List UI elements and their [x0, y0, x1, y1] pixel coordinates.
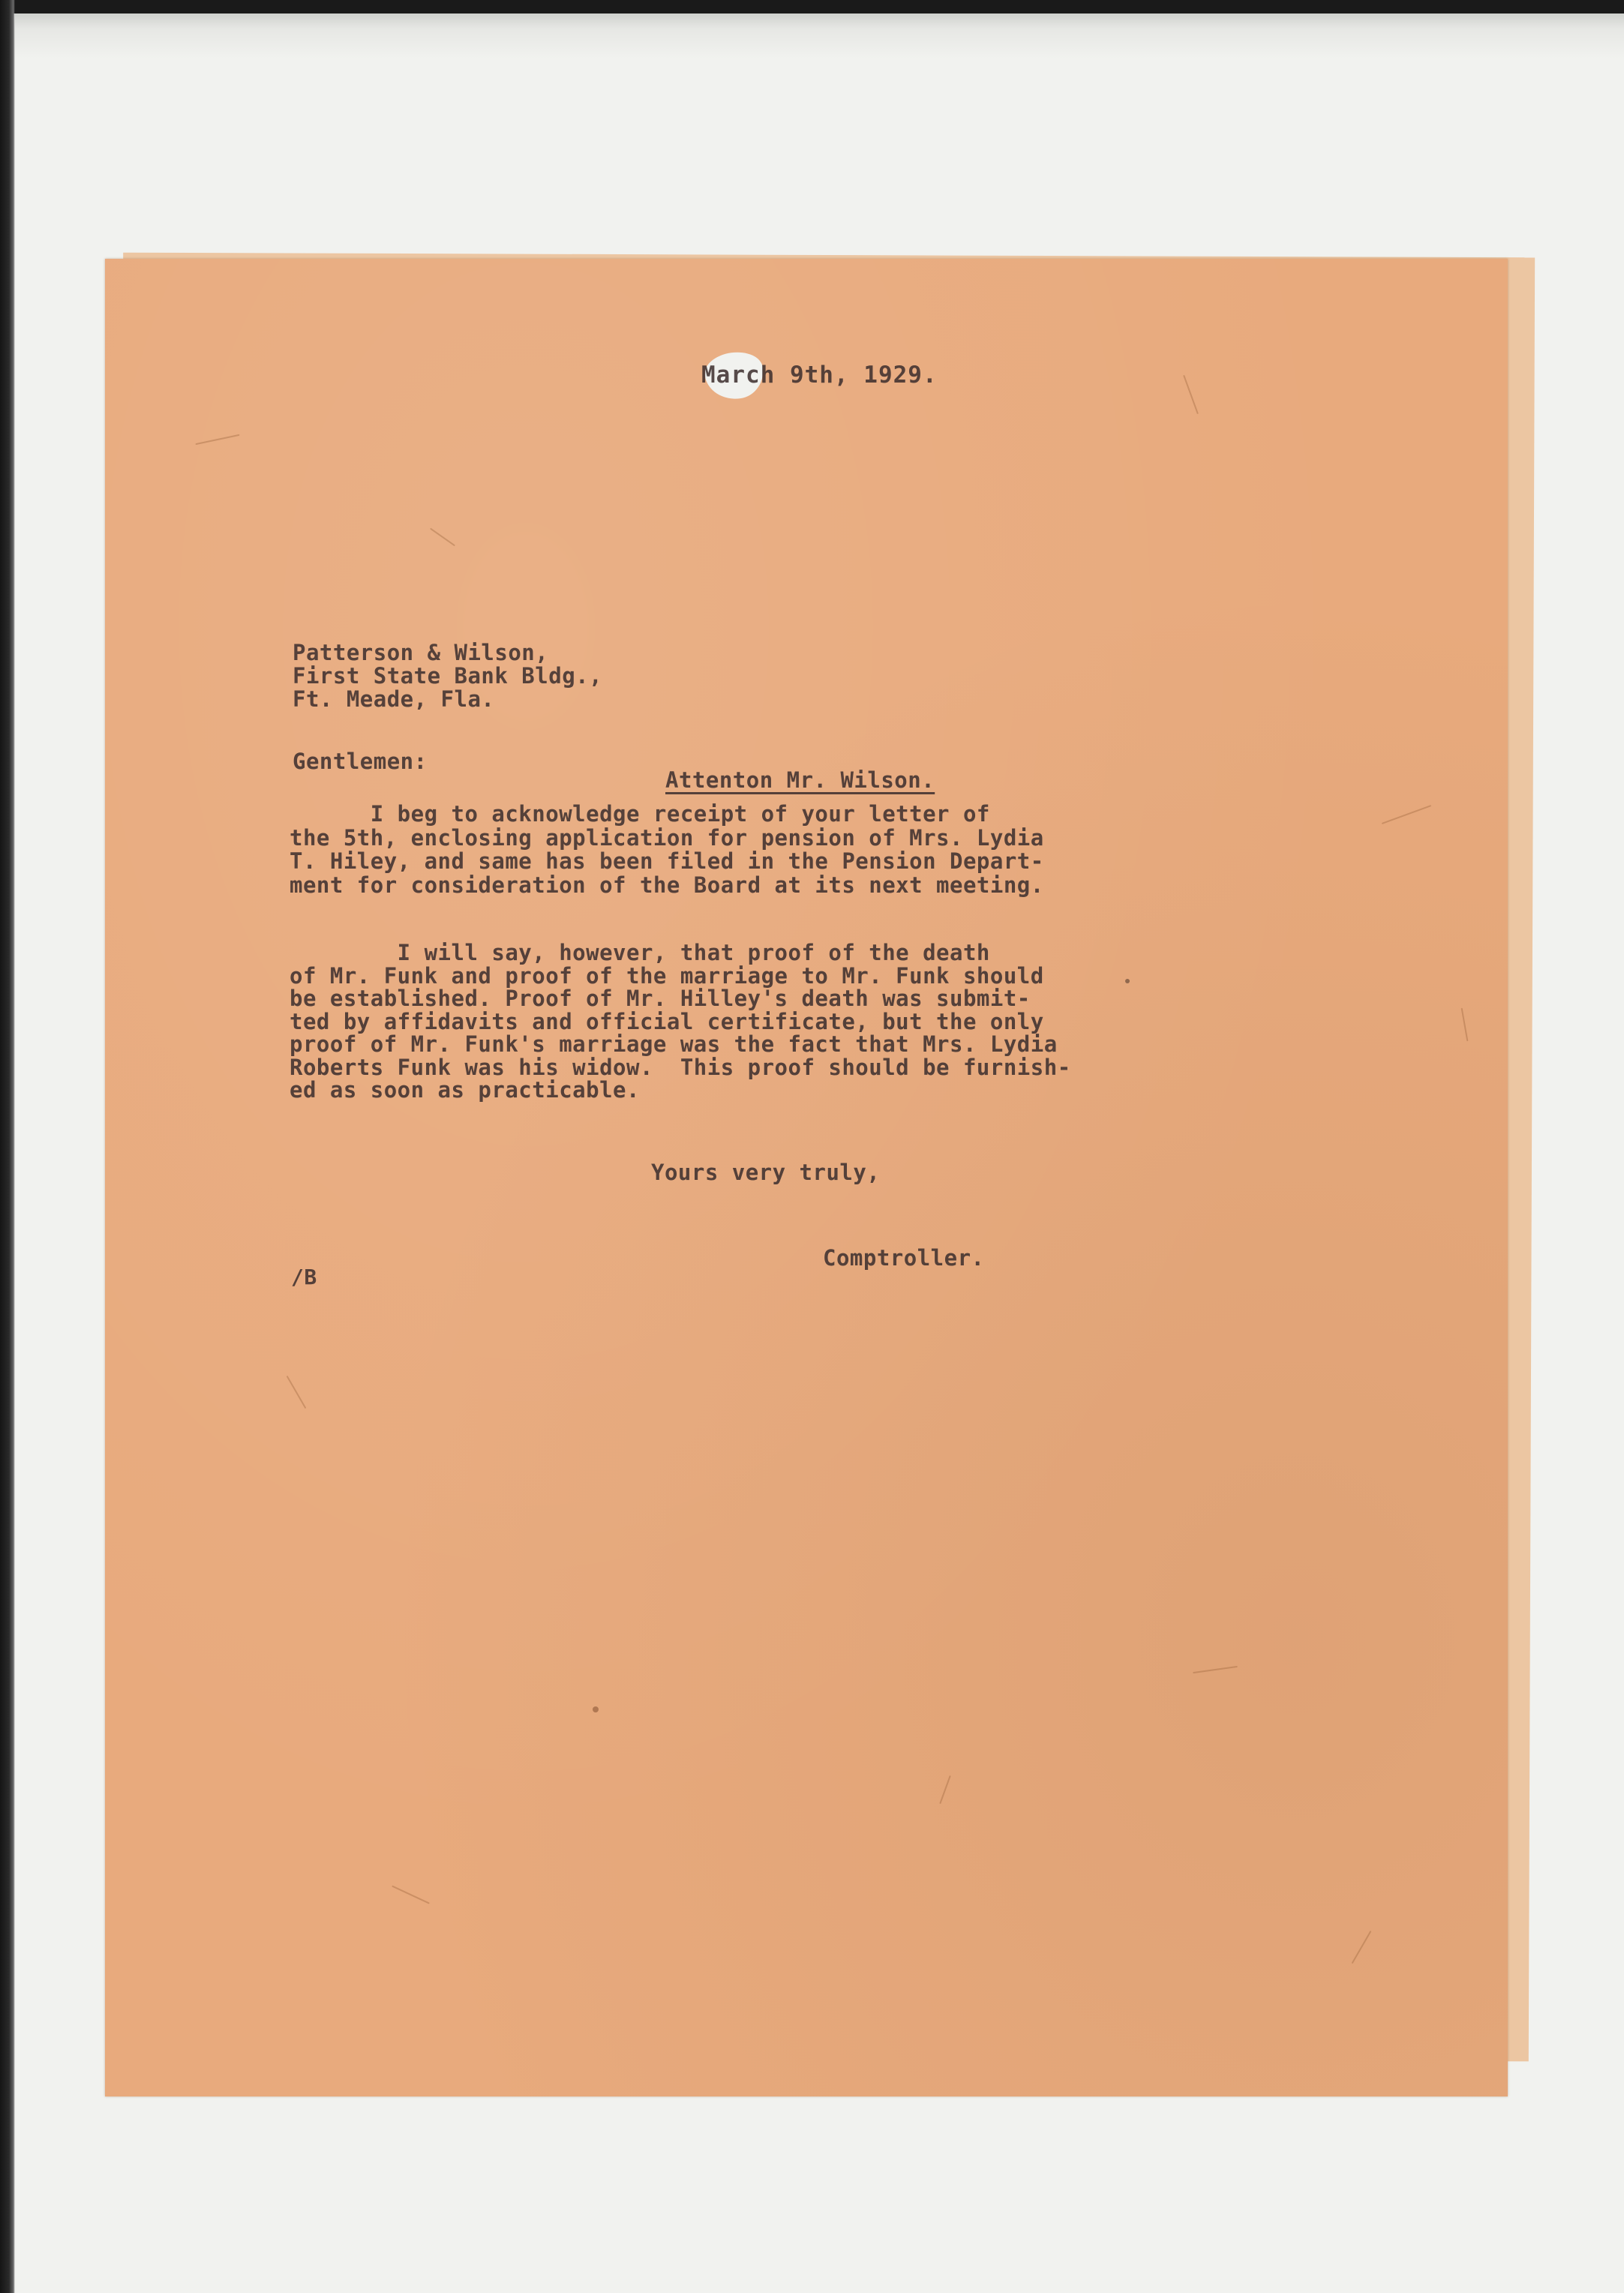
body-paragraph-2: [290, 941, 1071, 1102]
address-line: Ft. Meade, Fla.: [293, 686, 495, 712]
salutation: Gentlemen:: [293, 749, 428, 774]
recipient-address: [293, 641, 602, 711]
scanner-left-edge: [0, 0, 15, 2293]
body-line: the 5th, enclosing application for pension of Mrs. Lydia: [290, 824, 1044, 851]
body-paragraph-1: [290, 803, 1044, 897]
paper-fiber: [1193, 1666, 1238, 1673]
paper-fiber: [1352, 1931, 1372, 1964]
body-line: proof of Mr. Funk's marriage was the fact that Mrs. Lydia: [290, 1031, 1058, 1057]
paper-fiber: [1382, 805, 1431, 824]
complimentary-close: Yours very truly,: [651, 1160, 881, 1185]
typist-initials: /B: [291, 1265, 317, 1289]
paper-fiber: [593, 1706, 599, 1712]
paper-fiber: [195, 434, 239, 445]
body-line: be established. Proof of Mr. Hilley's death was submit-: [290, 986, 1031, 1011]
scanner-shadow: [15, 14, 1624, 59]
scanner-top-edge: [0, 0, 1624, 14]
body-line: I beg to acknowledge receipt of your letter of: [290, 801, 990, 827]
body-line: ted by affidavits and official certificate, but the only: [290, 1008, 1044, 1034]
body-line: ment for consideration of the Board at its next meeting.: [290, 872, 1044, 898]
paper-fiber: [939, 1775, 951, 1804]
body-line: of Mr. Funk and proof of the marriage to Mr. Funk should: [290, 962, 1044, 989]
address-line: Patterson & Wilson,: [293, 640, 549, 665]
body-line: Roberts Funk was his widow. This proof should be furnish-: [290, 1054, 1071, 1080]
paper-fiber: [1183, 375, 1199, 414]
paper-fiber: [430, 528, 455, 547]
letter-date: March 9th, 1929.: [701, 362, 938, 389]
signature-title: Comptroller.: [823, 1245, 985, 1271]
body-line: T. Hiley, and same has been filed in the Pension Depart-: [290, 848, 1044, 874]
attention-line: Attenton Mr. Wilson.: [665, 767, 935, 793]
paper-fiber: [1461, 1008, 1469, 1042]
body-line: ed as soon as practicable.: [290, 1077, 640, 1103]
paper-fiber: [287, 1376, 307, 1409]
paper-fiber: [1125, 979, 1130, 983]
address-line: First State Bank Bldg.,: [293, 663, 603, 689]
paper-fiber: [392, 1885, 430, 1904]
body-line: I will say, however, that proof of the death: [290, 940, 990, 965]
